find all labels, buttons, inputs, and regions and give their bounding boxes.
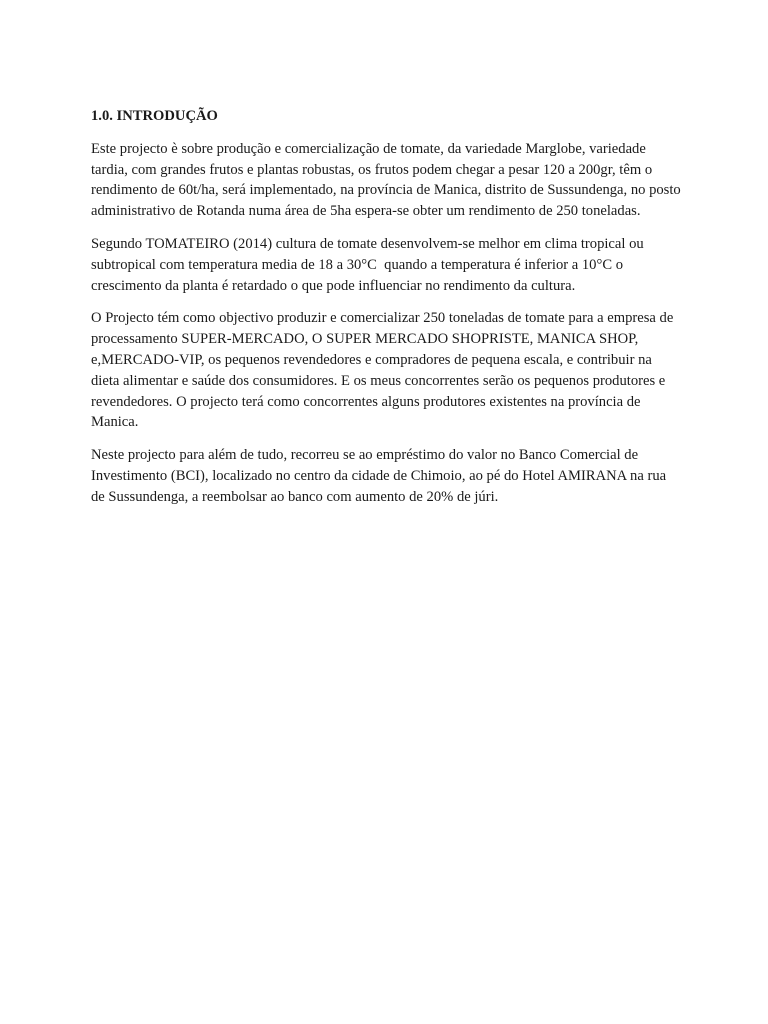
paragraph-objective: O Projecto tém como objectivo produzir e comercializar 250 toneladas de tomate para a empresa de processamento SUPER-MERCADO, O SUPER MERCADO SHOPRISTE, MANICA SHOP, e,MERCADO-VIP, os pequenos revendedores e compradores de pequena escala, e contribuir na dieta alimentar e saúde dos consumidores. E os meus concorrentes serão os pequenos produtores e revendedores. O projecto terá como concorrentes alguns produtores existentes na província de Manica. [91,310,677,431]
paragraph-financing: Neste projecto para além de tudo, recorreu se ao empréstimo do valor no Banco Comercial de Investimento (BCI), localizado no centro da cidade de Chimoio, ao pé do Hotel AMIRANA na rua de Sussundenga, a reembolsar ao banco com aumento de 20% de júri. [91,447,670,505]
document-body [91,106,685,520]
paragraph-climate: Segundo TOMATEIRO (2014) cultura de tomate desenvolvem-se melhor em clima tropical ou subtropical com temperatura media de 18 a 30°C quando a temperatura é inferior a 10°C o crescimento da planta é retardado o que pode influenciar no rendimento da cultura. [91,235,648,294]
paragraph-intro: Este projecto è sobre produção e comercialização de tomate, da variedade Marglobe, variedade tardia, com grandes frutos e plantas robustas, os frutos podem chegar a pesar 120 a 200gr, têm o rendimento de 60t/ha, será implementado, na província de Manica, distrito de Sussundenga, no posto administrativo de Rotanda numa área de 5ha espera-se obter um rendimento de 250 toneladas. [91,140,685,220]
section-heading: 1.0. INTRODUÇÃO [91,108,218,124]
